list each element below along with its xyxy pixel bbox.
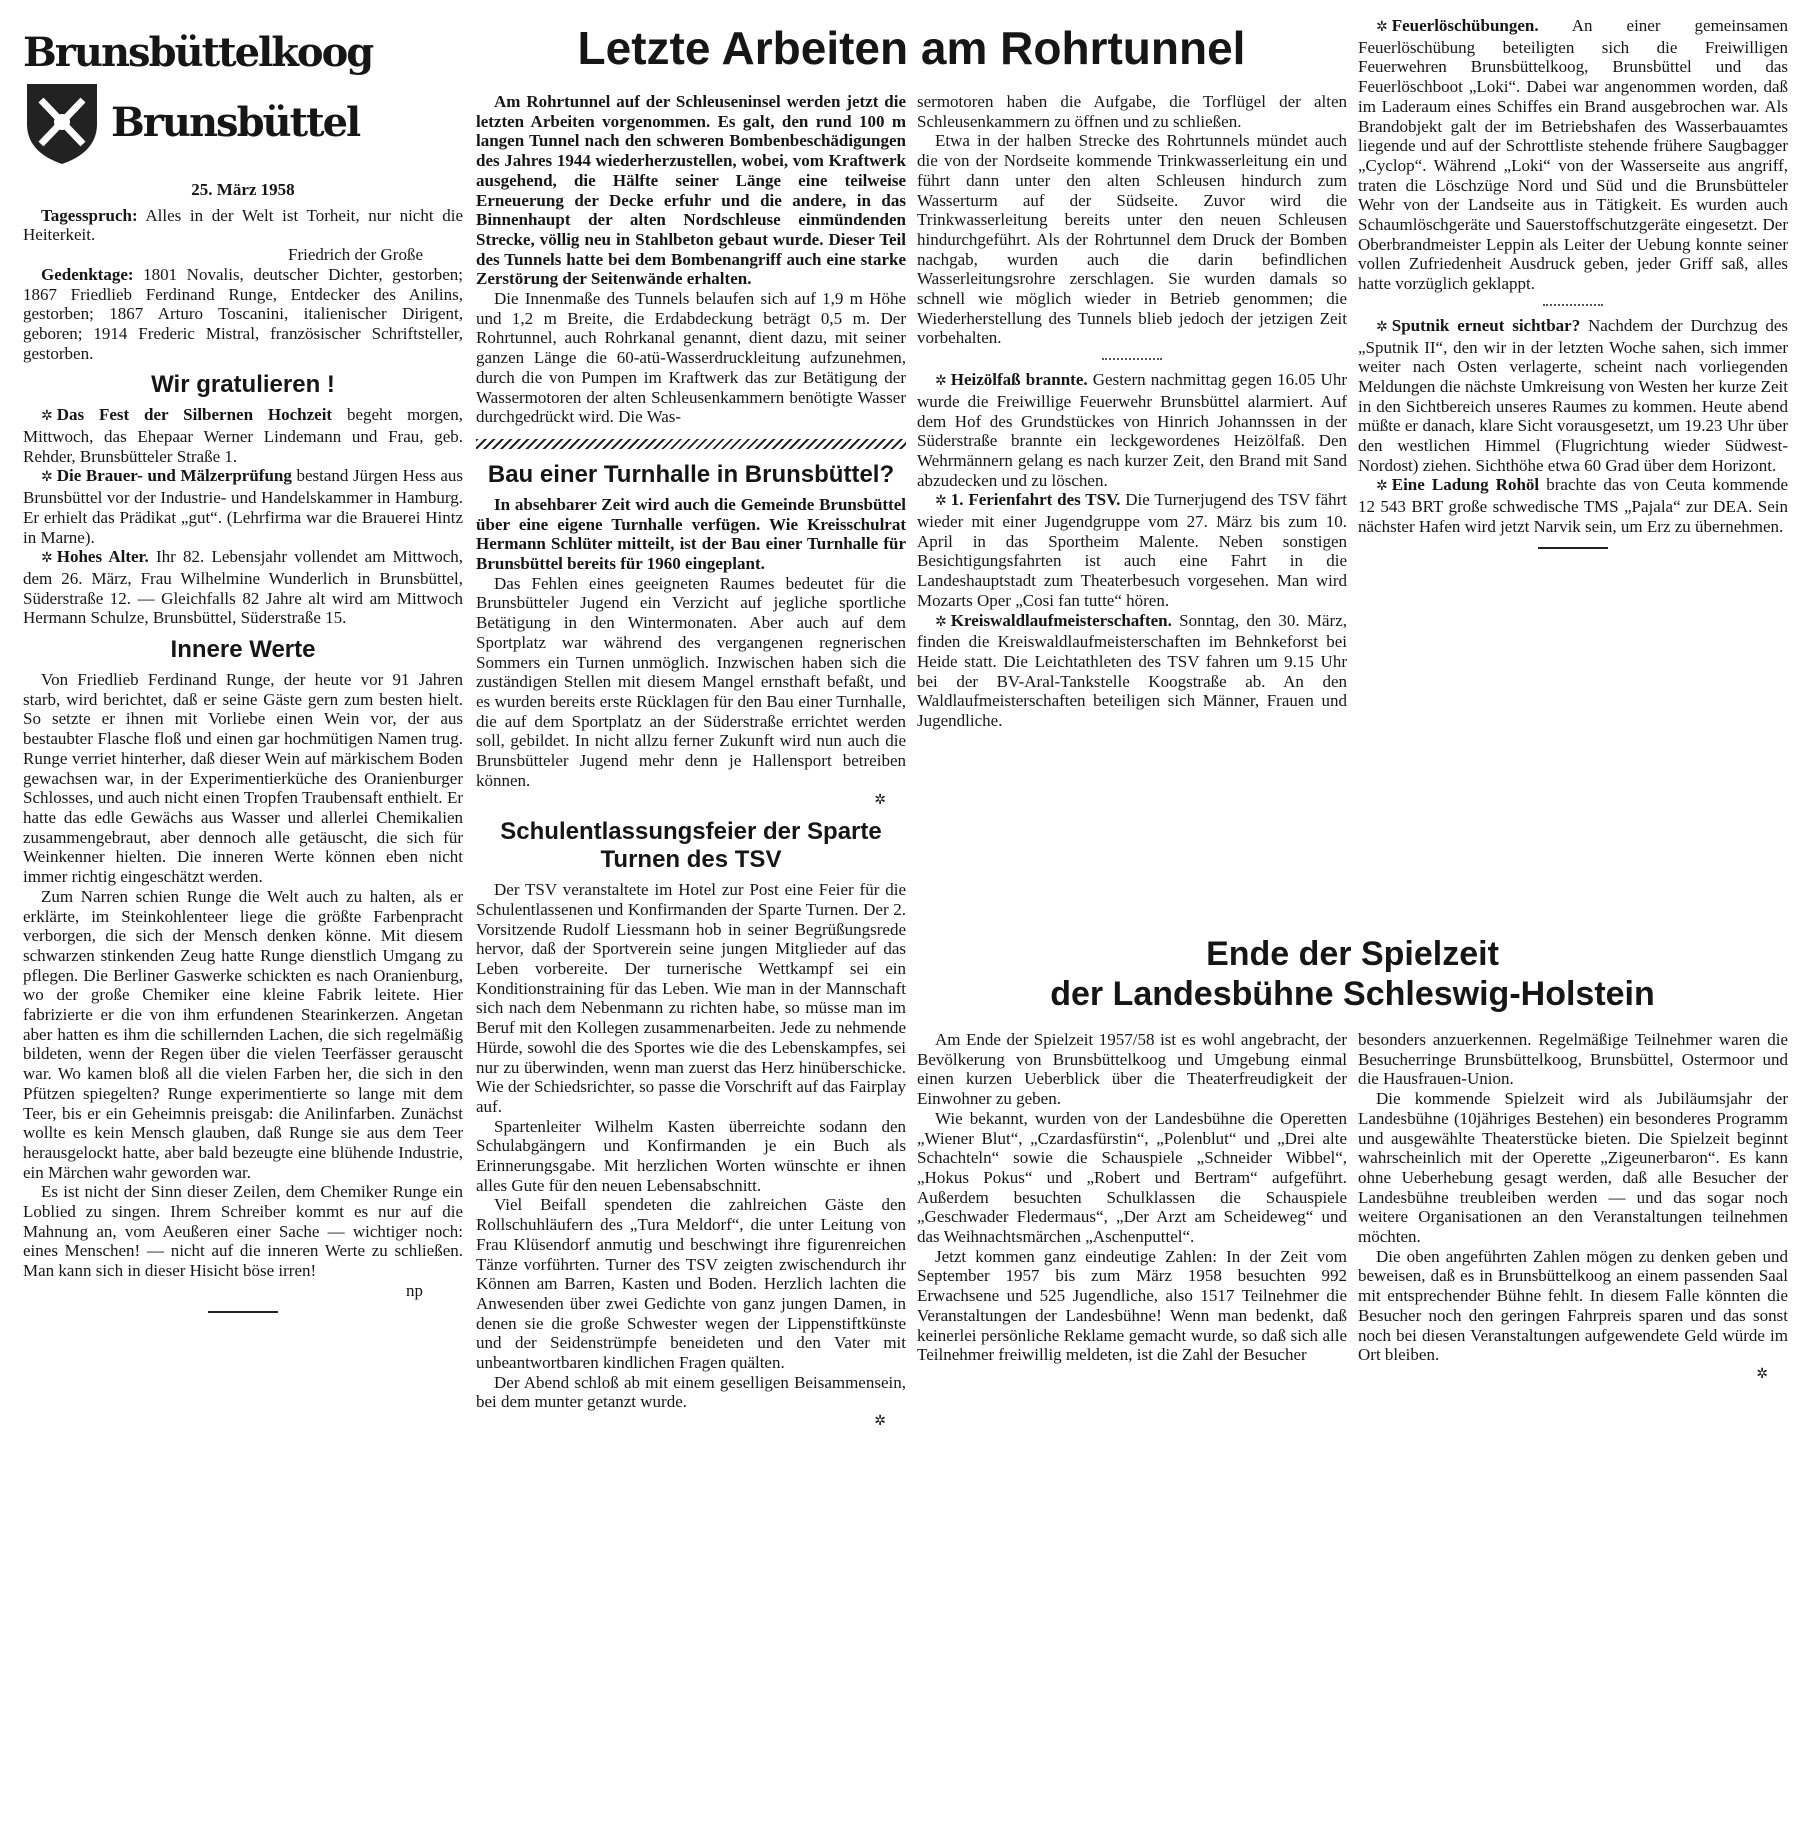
- end-star-icon: ✲: [874, 1414, 886, 1430]
- star-icon: ✲: [1376, 20, 1388, 35]
- author-signature: Friedrich der Große: [287, 245, 423, 265]
- article-paragraph: [23, 265, 463, 364]
- article-paragraph: [917, 1109, 1347, 1247]
- section-heading: Bau einer Turnhalle in Brunsbüttel?: [487, 460, 895, 488]
- paragraph-lead: Hohes Alter.: [56, 547, 149, 567]
- article-paragraph: [917, 611, 1347, 731]
- star-icon: ✲: [1376, 479, 1388, 495]
- column-4-bottom: [1358, 1030, 1788, 1385]
- article-paragraph: [23, 670, 463, 887]
- section-heading: Wir gratulieren !: [151, 371, 335, 399]
- paragraph-text: An einer gemeinsamen Feuerlöschübung beteiligten sich die Freiwilligen Feuerwehren Brunsbüttelkoog, Brunsbüttel und das Feuerlöschboot „Loki“. Dabei war angenommen worden, daß im Laderaum eines Schiffes ein Brand ausgebrochen war. Als Brandobjekt galt der im Betriebshafen des Wasserbauamtes liegende und auf der Schrottliste stehende frühere Saugbagger „Cyclop“. Während „Loki“ von der Wasserseite aus angriff, traten die Löschzüge Nord und Süd und die Brunsbütteler Wehr von der Landseite aus in Tätigkeit. Es wurden auch Schaumlöschgeräte und Sauerstoffschutzgeräte eingesetzt. Der Oberbrandmeister Leppin als Leiter der Uebung konnte seiner vollen Zufriedenheit Ausdruck geben, jeder Griff saß, alles hatte vorzüglich geklappt.: [1358, 16, 1788, 294]
- article-paragraph: [23, 887, 463, 1183]
- article-paragraph: [476, 289, 906, 427]
- headline-spielzeit: [917, 934, 1788, 1014]
- author-signature: np: [406, 1280, 423, 1300]
- article-paragraph: [1358, 1247, 1788, 1365]
- article-paragraph: [476, 92, 906, 289]
- star-icon: ✲: [1376, 319, 1388, 335]
- article-paragraph: [917, 370, 1347, 490]
- paragraph-text: Von Friedlieb Ferdinand Runge, der heute vor 91 Jahren starb, wird berichtet, daß er seine Gäste gern zum besten hielt. So setzte er ihnen mit Vorliebe einen Wein vor, der aus bestaubter Flasche floß und einen gar hochmütigen Namen trug. Runge verriet hinterher, daß dieser Wein auf märkischem Boden gewachsen war, in der Experimentierküche des Oranienburger Schlosses, und auch nicht einen Tropfen Traubensaft enthielt. Er hatte das edle Gewächs aus Wasser und allerlei Chemikalien zusammengebraut, aber dennoch alle getäuscht, die sich für Weinkenner hielten. Die inneren Werte können eben nicht immer richtig eingeschätzt werden.: [23, 670, 463, 887]
- paragraph-lead: Die Brauer- und Mälzerprüfung: [56, 466, 292, 486]
- article-paragraph: [1358, 1030, 1788, 1089]
- paragraph-lead: Sputnik erneut sichtbar?: [1391, 315, 1581, 335]
- paragraph-text: Viel Beifall spendeten die zahlreichen Gäste den Rollschuhläufern des „Tura Meldorf“, die unter Leitung von Frau Klüsendorf anmutig und beschwingt ihre figurenreichen Tänze vorführten. Turner des TSV zeigten zwischendurch ihr Können am Barren, Kasten und Boden. Herzlich lachten die Anwesenden über zwei Gedichte von ganz jungen Damen, in denen sie die große Schwester wegen der Lippenstiftkünste und der Seidenstrümpfe beneideten und den Vater mit unbeantwortbaren kindlichen Fragen quälten.: [476, 1195, 906, 1373]
- article-paragraph: [1358, 316, 1788, 476]
- star-icon: ✲: [41, 409, 53, 425]
- paragraph-text: Ihr 82. Lebensjahr vollendet am Mittwoch, dem 26. März, Frau Wilhelmine Wunderlich in Brunsbüttel, Süderstraße 12. — Gleichfalls 82 Jahre alt wird am Mittwoch Hermann Schulze, Brunsbüttel, Süderstraße 15.: [23, 547, 464, 628]
- headline-rohrtunnel: Letzte Arbeiten am Rohrtunnel: [577, 22, 1246, 74]
- end-star-icon: ✲: [874, 792, 886, 808]
- paragraph-lead: Kreiswaldlaufmeisterschaften.: [950, 610, 1172, 630]
- article-paragraph: [917, 131, 1347, 348]
- paragraph-text: 1801 Novalis, deutscher Dichter, gestorben; 1867 Friedlieb Ferdinand Runge, Entdecker des Anilins, gestorben; 1867 Arturo Toscanini, italienischer Dirigent, geboren; 1914 Frederic Mistral, französischer Schriftsteller, gestorben.: [23, 264, 463, 363]
- masthead-line1: Brunsbüttelkoog: [23, 29, 373, 76]
- article-paragraph: [476, 880, 906, 1116]
- paragraph-text: Es ist nicht der Sinn dieser Zeilen, dem Chemiker Runge ein Loblied zu singen. Ihrem Schreiber kommt es nur auf die Mahnung an, vom Aeußeren einer Sache — wichtiger noch: eines Menschen! — nicht auf die inneren Werte zu schließen. Man kann sich in dieser Hisicht böse irren!: [23, 1182, 463, 1281]
- star-icon: ✲: [935, 614, 947, 630]
- article-paragraph: [917, 92, 1347, 131]
- paragraph-text: In absehbarer Zeit wird auch die Gemeinde Brunsbüttel über eine eigene Turnhalle verfügen. Wie Kreisschulrat Hermann Schlüter mitteilt, ist der Bau einer Turnhalle für Brunsbüttel bereits für 1960 eingeplant.: [476, 494, 906, 574]
- article-paragraph: [1358, 16, 1788, 294]
- article-paragraph: [476, 574, 906, 791]
- column-3-bottom: [917, 1030, 1347, 1365]
- divider: [1543, 304, 1603, 306]
- section-heading: Innere Werte: [170, 636, 316, 664]
- star-icon: ✲: [935, 374, 947, 390]
- article-paragraph: [476, 1373, 906, 1412]
- paragraph-text: Die oben angeführten Zahlen mögen zu denken geben und beweisen, daß es in Brunsbüttelkoog an einem passenden Saal mit entsprechender Bühne fehlt. In diesem Falle könnten die Besucher noch den geringen Fahrpreis sparen und das sonst noch bei diesen Veranstaltungen aufgewendete Geld würde im Ort bleiben.: [1358, 1246, 1788, 1365]
- column-2: [476, 92, 906, 1432]
- article-paragraph: [917, 490, 1347, 610]
- masthead-logo: [23, 26, 463, 166]
- article-paragraph: [23, 547, 463, 628]
- article-paragraph: [1358, 475, 1788, 536]
- paragraph-text: Spartenleiter Wilhelm Kasten überreichte sodann den Schulabgängern und Konfirmanden je ein Buch als Erinnerungsgabe. Mit herzlichen Worten wünschte er ihnen alles Gute für den neuen Lebensabschnitt.: [476, 1116, 906, 1195]
- divider: [1102, 358, 1162, 360]
- paragraph-text: Jetzt kommen ganz eindeutige Zahlen: In der Zeit vom September 1957 bis zum März 1958 besuchten 992 Erwachsene und 525 Jugendliche, also 1517 Teilnehmer die Veranstaltungen der Landesbühne! Wenn man bedenkt, daß keinerlei persönliche Reklame gemacht wurde, so daß sich alle Teilnehmer freiwillig meldeten, ist die Zahl der Besucher: [917, 1246, 1347, 1365]
- paragraph-text: Am Rohrtunnel auf der Schleuseninsel werden jetzt die letzten Arbeiten vorgenommen. Es galt, den rund 100 m langen Tunnel nach den schweren Bombenbeschädigungen des Jahres 1944 wiederherzustellen, wobei, vom Kraftwerk ausgehend, die Hälfte seiner Länge eine teilweise Erneuerung der Decke erfuhr und die andere, in das Binnenhaupt der alten Nordschleuse einmündenden Strecke, völlig neu in Stahlbeton gebaut wurde. Dieser Teil des Tunnels hatte bei dem Bombenangriff auch eine starke Zerstörung der Seitenwände erhalten.: [476, 92, 906, 289]
- paragraph-text: bestand Jürgen Hess aus Brunsbüttel vor der Industrie- und Handelskammer in Hamburg. Er erhielt das Prädikat „gut“. (Lehrfirma war die Brauerei Hintz in Marne).: [23, 466, 463, 547]
- article-paragraph: [476, 1195, 906, 1372]
- article-paragraph: [23, 466, 463, 547]
- article-paragraph: [476, 495, 906, 574]
- article-paragraph: [23, 1182, 463, 1281]
- paragraph-text: Der Abend schloß ab mit einem geselligen Beisammensein, bei dem munter getanzt wurde.: [476, 1372, 906, 1412]
- article-paragraph: [23, 405, 463, 466]
- paragraph-text: besonders anzuerkennen. Regelmäßige Teilnehmer waren die Besucherringe Brunsbüttelkoog, Brunsbüttel, Ostermoor und die Hausfrauen-Union.: [1358, 1030, 1788, 1089]
- paragraph-text: Das Fehlen eines geeigneten Raumes bedeutet für die Brunsbütteler Jugend ein Verzicht auf jegliche sportliche Betätigung in den Wintermonaten. Aber auch auf dem Sportplatz war während des vergangenen regnerischen Sommers ein Turnen unmöglich. Inzwischen haben sich die zuständigen Stellen mit diesem Mangel ernsthaft befaßt, und es wurden bereits erste Rücklagen für den Bau einer Turnhalle, die auf dem Sportplatz an der Süderstraße errichtet werden soll, gebildet. In nicht allzu ferner Zukunft wird nun auch die Brunsbütteler Jugend mehr denn je Hallensport betreiben können.: [476, 573, 906, 790]
- paragraph-text: Alles in der Welt ist Torheit, nur nicht die Heiterkeit.: [23, 205, 463, 245]
- star-icon: ✲: [41, 551, 53, 567]
- paragraph-text: Wie bekannt, wurden von der Landesbühne die Operetten „Wiener Blut“, „Czardasfürstin“, „Polenblut“ und „Drei alte Schachteln“ sowie die Schauspiele „Schneider Wibbel“, „Hokus Pokus“ und „Robert und Bertram“ aufgeführt. Außerdem besuchten Schulklassen die Schauspiele „Geschwader Fledermaus“, „Der Arzt am Scheideweg“ und das Weihnachtsmärchen „Aschenputtel“.: [917, 1108, 1347, 1247]
- article-paragraph: [476, 1117, 906, 1196]
- paragraph-lead: Heizölfaß brannte.: [950, 370, 1088, 390]
- paragraph-text: Die Turnerjugend des TSV fährt wieder mit einer Jugendgruppe vom 27. März bis zum 10. April in das Sportheim Malente. Neben sonstigen Besichtigungsfahrten ist auch eine Fahrt in die Landeshauptstadt zum Theaterbesuch vorgesehen. Man wird Mozarts Oper „Cosi fan tutte“ hören.: [917, 490, 1347, 610]
- paragraph-lead: Das Fest der Silbernen Hochzeit: [56, 405, 333, 425]
- paragraph-lead: Eine Ladung Rohöl: [1391, 475, 1540, 495]
- paragraph-text: Die Innenmaße des Tunnels belaufen sich auf 1,9 m Höhe und 1,2 m Breite, die Erdabdeckung beträgt 0,5 m. Der Rohrtunnel, auch Rohrkanal genannt, dient dazu, mit seiner ganzen Länge die 60-atü-Wasserdruckleitung aufzunehmen, durch die von Pumpen im Kraftwerk das zur Betätigung der Wassermotoren der alten Schleusenkammern benötigte Wasser durchgedrückt wird. Die Was-: [476, 289, 906, 427]
- paragraph-text: sermotoren haben die Aufgabe, die Torflügel der alten Schleusenkammern zu öffnen und zu schließen.: [917, 92, 1347, 131]
- article-paragraph: [23, 206, 463, 245]
- paragraph-text: Etwa in der halben Strecke des Rohrtunnels mündet auch die von der Nordseite kommende Trinkwasserleitung ein und führt dann unter den alten Schleusen hindurch zum Wasserturm auf der Südseite. Zuvor wird die Trinkwasserleitung bereits unter den neuen Schleusen hindurchgeführt. Als der Rohrtunnel dem Druck der Bomben nachgab, wurden auch die darin befindlichen Wasserleitungsrohre zerschlagen. Sie wurden damals so schnell wie möglich wieder in Betrieb genommen; die Wiederherstellung des Tunnels blieb jedoch der jetzigen Zeit vorbehalten.: [917, 131, 1347, 348]
- headline-spielzeit-line2: der Landesbühne Schleswig-Holstein: [1050, 975, 1655, 1013]
- paragraph-lead: Gedenktage:: [41, 264, 134, 284]
- paragraph-text: Zum Narren schien Runge die Welt auch zu halten, als er erklärte, im Steinkohlenteer liege die größte Farbenpracht verborgen, die sich der Mensch denken könne. Mit diesem schwarzen stinkenden Zeug hatte Runge dienstlich Umgang zu pflegen. Die Berliner Gaswerke schickten es nach Oranienburg, wo der große Chemiker eine kleine Fabrik leitete. Hier fabrizierte er die von ihm erfundenen Stearinkerzen. Angetan aber hatten es ihm die schillernden Lachen, die sich regelmäßig bildeten, wenn der Regen über die vielen Teerfässer gerauscht war. Wo kamen bloß all die vielen Farben her, die sich in den Pfützen spiegelten? Runge experimentierte so lange mit dem Teer, bis er ein Geheimnis preisgab: die Anilinfarben. Zunächst wollte es kein Mensch glauben, daß Runge sie aus dem Teer herausgelockt hatte, aber bald bezeugte eine blühende Industrie, ein Märchen wahr geworden war.: [23, 886, 463, 1182]
- end-star-icon: ✲: [1756, 1366, 1768, 1382]
- headline-spielzeit-line1: Ende der Spielzeit: [1206, 935, 1499, 973]
- paragraph-text: Sonntag, den 30. März, finden die Kreiswaldlaufmeisterschaften im Behnkeforst bei Heide statt. Die Leichtathleten des TSV fahren um 9.15 Uhr bei der BV-Aral-Tankstelle Koogstraße ab. An den Waldlaufmeisterschaften beteiligen sich Männer, Frauen und Jugendliche.: [917, 610, 1347, 731]
- paragraph-lead: 1. Ferienfahrt des TSV.: [950, 490, 1121, 510]
- divider: [208, 1311, 278, 1313]
- paragraph-lead: Feuerlöschübungen.: [1391, 16, 1539, 35]
- article-paragraph: [917, 1030, 1347, 1109]
- column-3: [917, 92, 1347, 731]
- divider: [1538, 547, 1608, 549]
- column-1: [23, 26, 463, 1323]
- coat-of-arms-icon: [23, 80, 101, 166]
- paragraph-text: begeht morgen, Mittwoch, das Ehepaar Werner Lindemann und Frau, geb. Rehder, Brunsbütteler Straße 1.: [23, 405, 464, 466]
- paragraph-text: Gestern nachmittag gegen 16.05 Uhr wurde die Freiwillige Feuerwehr Brunsbüttel alarmiert. Auf dem Hof des Grundstückes von Hinrich Johannssen in der Süderstraße brannte ein leckgewordenes Heizölfaß. Den Wehrmännern gelang es nach kurzer Zeit, den Brand mit Sand abzudecken und zu löschen.: [917, 370, 1347, 490]
- masthead-line2: Brunsbüttel: [111, 99, 360, 146]
- issue-date: 25. März 1958: [191, 180, 295, 199]
- paragraph-text: Der TSV veranstaltete im Hotel zur Post eine Feier für die Schulentlassenen und Konfirmanden der Sparte Turnen. Der 2. Vorsitzende Rudolf Liessmann hob in seiner Begrüßungsrede hervor, daß der Sportverein seine jungen Mitglieder auf das Leben vorbereite. Der turnerische Wettkampf sei ein Konditionstraining für das Leben. Wie man in der Mannschaft sich nach dem Nebenmann zu richten habe, so müsse man im Beruf mit den Kollegen zusammenarbeiten. Jede zu nehmende Hürde, sowohl die des Sportes wie die des Lebenskampfes, sei nur zu überwinden, wenn man zuerst das Herz hinüberschicke. Wie der Schiedsrichter, so passe die Vorschrift auf das Fairplay auf.: [476, 880, 906, 1116]
- article-paragraph: [917, 1247, 1347, 1365]
- divider: [476, 439, 906, 449]
- paragraph-text: Am Ende der Spielzeit 1957/58 ist es wohl angebracht, der Bevölkerung von Brunsbüttelkoog und Umgebung einmal einen kurzen Ueberblick über die Theaterfreudigkeit der Einwohner zu geben.: [917, 1030, 1347, 1109]
- paragraph-text: brachte das von Ceuta kommende 12 543 BRT große schwedische TMS „Pajala“ zur DEA. Sein nächster Hafen wird jetzt Narvik sein, um Erz zu übernehmen.: [1358, 475, 1788, 536]
- star-icon: ✲: [935, 494, 947, 510]
- paragraph-text: Nachdem der Durchzug des „Sputnik II“, den wir in der letzten Woche sahen, sich immer weiter nach Osten verlagerte, scheint nach vorliegenden Meldungen die nächste Umkreisung von Westen her kurze Zeit in den Sichtbereich unseres Raumes zu kommen. Heute abend müßte er danach, klare Sicht vorausgesetzt, um 19.23 Uhr über den westlichen Himmel (Flugrichtung wieder Südwest-Nordost) ziehen. Sichthöhe etwa 60 Grad über dem Horizont.: [1358, 315, 1788, 475]
- paragraph-lead: Tagesspruch:: [41, 205, 138, 225]
- paragraph-text: Die kommende Spielzeit wird als Jubiläumsjahr der Landesbühne (10jähriges Bestehen) ein besonderes Programm und ausgewählte Theaterstücke bieten. Die Spielzeit beginnt wahrscheinlich mit der Operette „Zigeunerbaron“. Es kann ohne Ueberhebung gesagt werden, daß alle Besucher der Landesbühne treubleiben werden — und das sogar noch weitere Organisationen an den Veranstaltungen teilnehmen möchten.: [1358, 1089, 1788, 1247]
- column-4: [1358, 16, 1788, 559]
- star-icon: ✲: [41, 470, 53, 486]
- article-paragraph: [1358, 1089, 1788, 1247]
- section-heading: Schulentlassungsfeier der Sparte Turnen des TSV: [500, 818, 882, 874]
